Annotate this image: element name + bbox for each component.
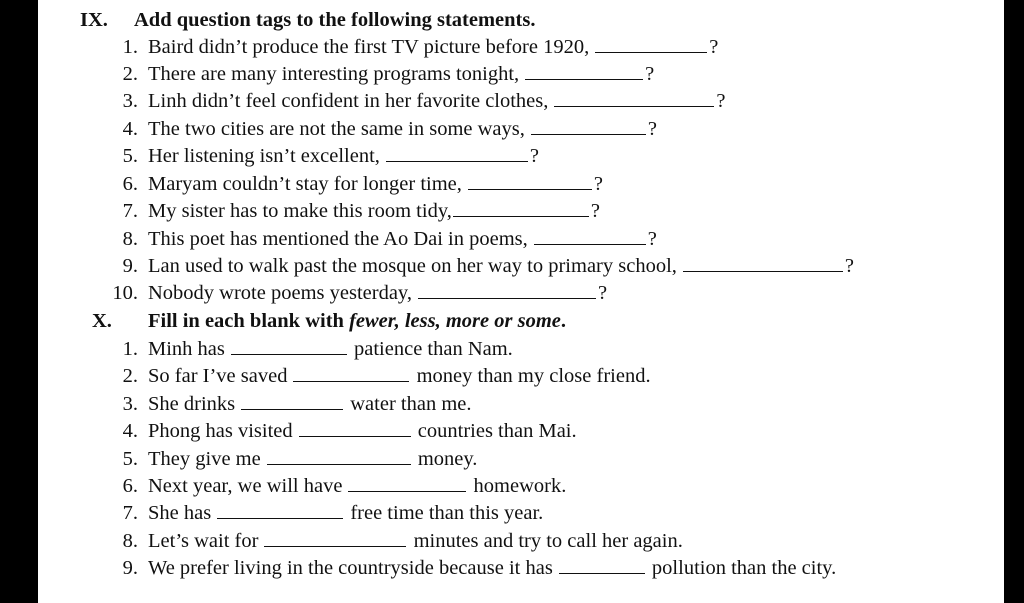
item-number: 6.: [122, 475, 138, 497]
item-text: My sister has to make this room tidy, ?: [148, 200, 600, 222]
item-text: Next year, we will have homework.: [148, 475, 567, 497]
answer-blank[interactable]: [267, 446, 411, 465]
item-text: Her listening isn’t excellent, ?: [148, 145, 540, 167]
word-options: fewer, less, more or some: [349, 310, 561, 332]
answer-blank[interactable]: [348, 473, 466, 492]
item-number: 9.: [122, 557, 138, 579]
item-text: Lan used to walk past the mosque on her way to primary school, ?: [148, 255, 855, 277]
answer-blank[interactable]: [559, 555, 645, 574]
item-number: 3.: [122, 90, 138, 112]
item-text: Maryam couldn’t stay for longer time, ?: [148, 173, 603, 195]
item-text: Baird didn’t produce the first TV picture before 1920, ?: [148, 36, 719, 58]
item-number: 2.: [122, 63, 138, 85]
item-text: Phong has visited countries than Mai.: [148, 420, 577, 442]
answer-blank[interactable]: [534, 226, 646, 245]
answer-blank[interactable]: [264, 528, 406, 547]
item-text: She drinks water than me.: [148, 393, 472, 415]
section-title: Fill in each blank with fewer, less, more or some.: [148, 310, 567, 332]
answer-blank[interactable]: [525, 61, 643, 80]
item-number: 7.: [122, 502, 138, 524]
item-text: Nobody wrote poems yesterday, ?: [148, 282, 608, 304]
section-number: IX.: [80, 9, 108, 31]
answer-blank[interactable]: [453, 198, 589, 217]
section-number: X.: [92, 310, 112, 332]
answer-blank[interactable]: [595, 34, 707, 53]
answer-blank[interactable]: [418, 280, 596, 299]
item-text: Let’s wait for minutes and try to call her again.: [148, 530, 683, 552]
item-number: 2.: [122, 365, 138, 387]
answer-blank[interactable]: [531, 116, 646, 135]
worksheet-page: [38, 0, 1004, 603]
item-text: There are many interesting programs tonight, ?: [148, 63, 655, 85]
item-number: 1.: [122, 36, 138, 58]
item-number: 3.: [122, 393, 138, 415]
item-number: 7.: [122, 200, 138, 222]
item-text: The two cities are not the same in some ways, ?: [148, 118, 657, 140]
answer-blank[interactable]: [241, 391, 343, 410]
answer-blank[interactable]: [299, 418, 411, 437]
item-number: 4.: [122, 118, 138, 140]
answer-blank[interactable]: [554, 88, 714, 107]
answer-blank[interactable]: [468, 171, 592, 190]
section-title: Add question tags to the following statements.: [134, 9, 536, 31]
item-number: 8.: [122, 228, 138, 250]
answer-blank[interactable]: [217, 500, 343, 519]
answer-blank[interactable]: [683, 253, 843, 272]
item-number: 1.: [122, 338, 138, 360]
item-text: This poet has mentioned the Ao Dai in poems, ?: [148, 228, 657, 250]
item-number: 6.: [122, 173, 138, 195]
answer-blank[interactable]: [293, 363, 409, 382]
item-number: 8.: [122, 530, 138, 552]
answer-blank[interactable]: [386, 143, 528, 162]
item-text: Linh didn’t feel confident in her favorite clothes, ?: [148, 90, 726, 112]
item-number: 9.: [122, 255, 138, 277]
item-text: She has free time than this year.: [148, 502, 544, 524]
item-number: 4.: [122, 420, 138, 442]
item-text: We prefer living in the countryside because it has pollution than the city.: [148, 557, 837, 579]
item-text: So far I’ve saved money than my close friend.: [148, 365, 651, 387]
item-number: 10.: [112, 282, 138, 304]
item-text: They give me money.: [148, 448, 478, 470]
item-text: Minh has patience than Nam.: [148, 338, 513, 360]
answer-blank[interactable]: [231, 336, 347, 355]
item-number: 5.: [122, 448, 138, 470]
item-number: 5.: [122, 145, 138, 167]
